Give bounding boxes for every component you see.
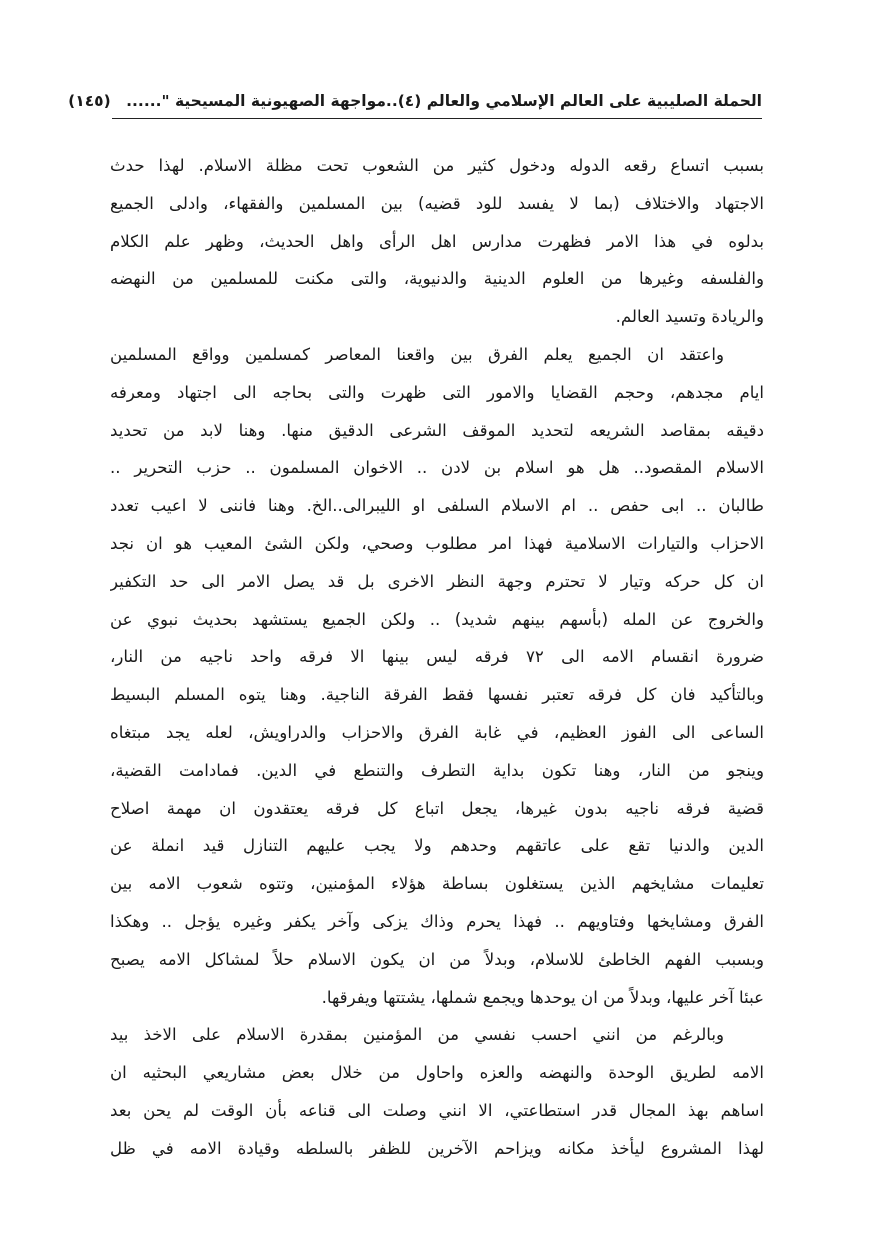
text-line: عبئا آخر عليها، وبدلاً من ان يوحدها ويجمع شملها، يشتتها ويفرقها. [321,987,764,1007]
text-line: الفرق ومشايخها وفتاويهم .. فهذا يحرم وذاك يزكى وآخر يكفر وغيره يؤجل .. وهكذا [110,911,764,931]
text-line: اساهم بهذ المجال قدر استطاعتي، الا انني وصلت الى قناعه بأن الوقت لم يحن بعد [110,1100,764,1120]
page-number: (١٤٥) [68,92,111,110]
text-line: وينجو من النار، وهنا تكون بداية التطرف والتنطع في الدين. فمادامت القضية، [110,760,764,780]
text-line: الدين والدنيا تقع على عاتقهم وحدهم ولا يجب عليهم التنازل قيد انملة عن [110,836,764,856]
text-line: وبسبب الفهم الخاطئ للاسلام، وبدلاً من ان يكون الاسلام حلاً لمشاكل الامه يصبح [110,949,764,969]
text-line: الاسلام المقصود.. هل هو اسلام بن لادن .. الاخوان المسلمون .. حزب التحرير .. [110,458,764,478]
text-line: والريادة وتسيد العالم. [615,307,764,327]
text-line: واعتقد ان الجميع يعلم الفرق بين واقعنا المعاصر كمسلمين وواقع المسلمين [110,344,724,364]
text-line: وبالتأكيد فان كل فرقه تعتبر نفسها فقط الفرقة الناجية. وهنا يتوه المسلم البسيط [110,685,764,705]
text-line: ضرورة انقسام الامه الى ٧٢ فرقه ليس بينها الا فرقه واحد ناجيه من النار، [110,647,764,667]
text-line: الاحزاب والتيارات الاسلامية فهذا امر مطلوب وصحي، ولكن الشئ المعيب هو ان نجد [110,533,764,553]
text-line: الساعى الى الفوز العظيم، في غابة الفرق والاحزاب والدراويش، لعله يجد مبتغاه [110,722,764,742]
text-line: ايام مجدهم، وحجم القضايا والامور التى ظهرت والتى بحاجه الى اجتهاد ومعرفه [110,382,764,402]
text-line: والفلسفه وغيرها من العلوم الدينية والدنيوية، والتى مكنت للمسلمين من النهضه [110,269,764,289]
text-line: الامه لطريق الوحدة والنهضه والعزه واحاول من خلال بعض مشاريعي البحثيه ان [110,1063,764,1083]
text-line: ان كل حركه وتيار لا تحترم وجهة النظر الاخرى بل قد يصل الامر الى حد التكفير [110,571,764,591]
text-line: بدلوه في هذا الامر فظهرت مدارس اهل الرأى واهل الحديث، وظهر علم الكلام [110,231,764,251]
text-line: بسبب اتساع رقعه الدوله ودخول كثير من الشعوب تحت مظلة الاسلام. لهذا حدث [110,156,764,175]
page-header [68,84,762,119]
text-line: طالبان .. ابى حفص .. ام الاسلام السلفى او الليبرالى..الخ. وهنا فاننى لا اعيب تعدد [110,496,764,516]
body-text [110,147,764,1168]
text-line: تعليمات مشايخهم الذين يستغلون بساطة هؤلاء المؤمنين، وتتوه شعوب الامه بين [110,874,764,894]
text-line: دقيقه بمقاصد الشريعه لتحديد الموقف الشرعى الدقيق منها. وهنا لابد من تحديد [110,420,764,440]
text-line: والخروج عن المله (بأسهم بينهم شديد) .. ولكن الجميع يستشهد بحديث نبوي عن [110,609,764,629]
text-line: الاجتهاد والاختلاف (بما لا يفسد للود قضيه) بين المسلمين والفقهاء، وادلى الجميع [110,193,764,213]
text-line: وبالرغم من انني احسب نفسي من المؤمنين بمقدرة الاسلام على الاخذ بيد [110,1025,724,1045]
text-line: لهذا المشروع ليأخذ مكانه ويزاحم الآخرين للظفر بالسلطه وقيادة الامه في ظل [110,1138,764,1158]
header-title: الحملة الصليبية على العالم الإسلامي والعالم (٤)..مواجهة الصهيونية المسيحية "...... [126,92,762,110]
text-line: قضية فرقه ناجيه بدون غيرها، يجعل اتباع كل فرقه يعتقدون ان مهمة اصلاح [110,798,764,818]
